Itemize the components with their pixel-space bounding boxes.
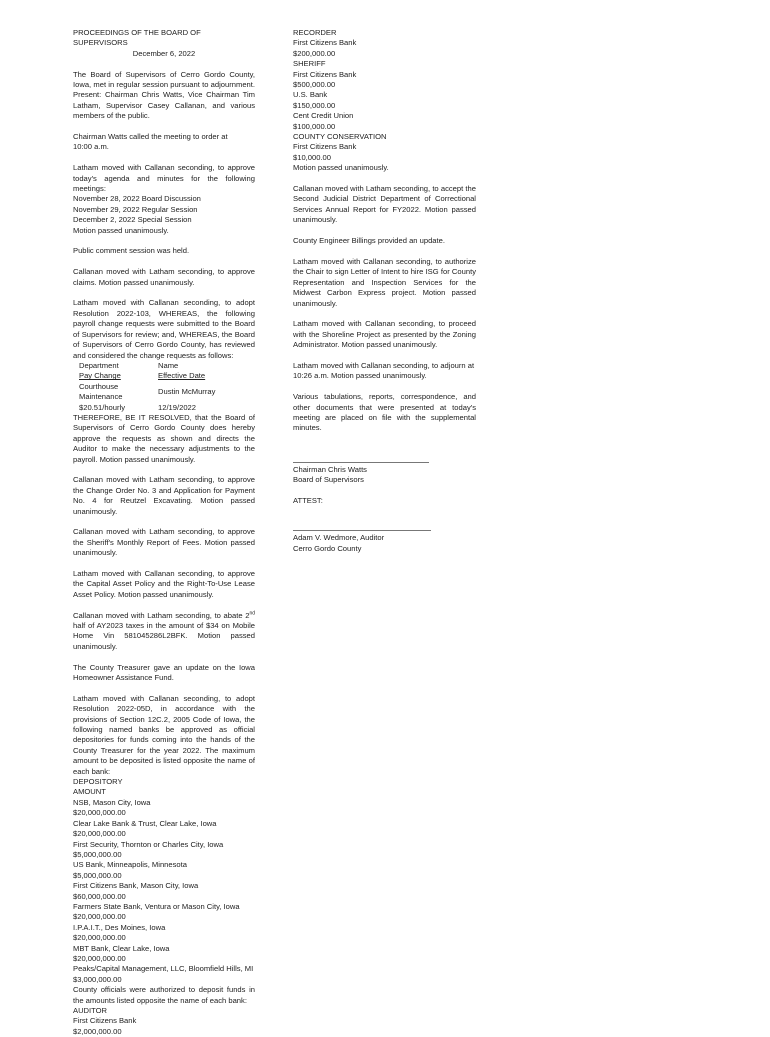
document-title: PROCEEDINGS OF THE BOARD OF SUPERVISORS — [73, 28, 201, 48]
shoreline-paragraph: Latham moved with Callanan seconding, to proceed with the Shoreline Project as presented by the Zoning Administrator. Motion passed unanimously. — [293, 319, 476, 350]
document-date: December 6, 2022 — [132, 48, 196, 58]
depository-line: $60,000,000.00 — [73, 891, 126, 901]
official-deposit-line: $200,000.00 — [293, 48, 336, 58]
depository-line: $20,000,000.00 — [73, 808, 126, 818]
right-column — [293, 28, 476, 554]
text-line: Latham moved with Callanan seconding, to adjourn at — [293, 360, 475, 370]
meeting-line: November 29, 2022 Regular Session — [73, 204, 198, 214]
superscript: nd — [249, 610, 255, 617]
official-deposit-line: First Citizens Bank — [293, 69, 357, 79]
supplemental-paragraph: Various tabulations, reports, correspondence, and other documents that were presented at today's meeting are placed on file with the supplemental minutes. — [293, 392, 476, 433]
official-deposit-line: $100,000.00 — [293, 121, 336, 131]
attest-label: ATTEST: — [293, 495, 323, 505]
depository-line: First Citizens Bank, Mason City, Iowa — [73, 881, 199, 891]
text-span: Callanan moved with Latham seconding, to abate 2 — [73, 610, 250, 620]
text-line: 10:26 a.m. Motion passed unanimously. — [293, 371, 427, 381]
table-header: Name — [158, 360, 179, 370]
tax-abatement-paragraph — [73, 611, 255, 653]
official-deposit-line: COUNTY CONSERVATION — [293, 132, 387, 142]
official-deposit-line: Cent Credit Union — [293, 111, 354, 121]
claims-paragraph: Callanan moved with Latham seconding, to approve claims. Motion passed unanimously. — [73, 267, 255, 287]
depository-line: MBT Bank, Clear Lake, Iowa — [73, 943, 170, 953]
depository-line: AMOUNT — [73, 787, 106, 797]
change-order-paragraph: Callanan moved with Latham seconding, to approve the Change Order No. 3 and Application for Payment No. 4 for Reutzel Excavating. Motion passed unanimously. — [73, 475, 255, 516]
official-deposit-line: First Citizens Bank — [293, 38, 357, 48]
table-cell-department: Courthouse Maintenance — [79, 381, 123, 402]
official-deposit-line: SHERIFF — [293, 59, 326, 69]
depository-line: DEPOSITORY — [73, 777, 123, 787]
text-line: Chairman Watts called the meeting to order at — [73, 132, 228, 142]
corrections-report-paragraph: Callanan moved with Latham seconding, to accept the Second Judicial District Department of Correctional Services Annual Report for FY2022. Motion passed unanimously. — [293, 184, 476, 225]
chair-title: Board of Supervisors — [293, 475, 364, 485]
depository-line: $3,000,000.00 — [73, 974, 122, 984]
meeting-line: December 2, 2022 Special Session — [73, 215, 192, 225]
public-comment-paragraph: Public comment session was held. — [73, 246, 190, 256]
asset-policy-paragraph: Latham moved with Callanan seconding, to approve the Capital Asset Policy and the Right-To-Use Lease Asset Policy. Motion passed unanimously. — [73, 568, 255, 599]
sheriff-fees-paragraph: Callanan moved with Latham seconding, to approve the Sheriff's Monthly Report of Fees. Motion passed unanimously. — [73, 527, 255, 558]
depository-line: Peaks/Capital Management, LLC, Bloomfield Hills, MI — [73, 964, 254, 974]
text-line: First Citizens Bank — [73, 1016, 137, 1026]
left-column — [73, 28, 255, 1037]
meeting-line: November 28, 2022 Board Discussion — [73, 194, 201, 204]
isg-letter-paragraph: Latham moved with Callanan seconding, to authorize the Chair to sign Letter of Intent to hire ISG for County Representation and Inspection Services for the Midwest Carbon Express project. Motion passed unanimously. — [293, 256, 476, 308]
payroll-resolution-paragraph: Latham moved with Callanan seconding, to adopt Resolution 2022-103, WHEREAS, the following payroll change requests were submitted to the Board of Supervisors for review; and, WHEREAS, the Board of Supervisors of Cerro Gordo County, has reviewed and considered the change requests as follows: — [73, 298, 255, 360]
official-deposit-line: Motion passed unanimously. — [293, 163, 389, 173]
chair-name: Chairman Chris Watts — [293, 464, 367, 474]
official-deposit-line: RECORDER — [293, 28, 337, 37]
official-deposit-line: $500,000.00 — [293, 80, 336, 90]
signature-line — [293, 530, 431, 531]
official-deposit-line: First Citizens Bank — [293, 142, 357, 152]
depository-list — [73, 777, 255, 985]
depository-line: $20,000,000.00 — [73, 953, 126, 963]
depository-line: Farmers State Bank, Ventura or Mason City, Iowa — [73, 901, 240, 911]
text-line: $2,000,000.00 — [73, 1026, 122, 1036]
depository-line: $5,000,000.00 — [73, 849, 122, 859]
adjourn-paragraph — [293, 361, 476, 382]
depository-line: $20,000,000.00 — [73, 933, 126, 943]
table-cell-date: 12/19/2022 — [158, 402, 197, 412]
table-cell-name: Dustin McMurray — [158, 386, 216, 396]
table-header: Department — [79, 360, 119, 370]
auditor-county: Cerro Gordo County — [293, 543, 362, 553]
payroll-resolved-paragraph: THEREFORE, BE IT RESOLVED, that the Board of Supervisors of Cerro Gordo County does hereby approve the requests as shown and directs the Auditor to make the necessary adjustments to the payroll. Motion passed unanimously. — [73, 412, 255, 464]
depository-line: $20,000,000.00 — [73, 829, 126, 839]
table-cell-pay: $20.51/hourly — [79, 402, 126, 412]
depository-line: US Bank, Minneapolis, Minnesota — [73, 860, 187, 870]
depository-line: $20,000,000.00 — [73, 912, 126, 922]
text-span: half of AY2023 taxes in the amount of $34 on Mobile Home Vin 581045286L2BFK. Motion passed unanimously. — [73, 621, 255, 651]
depository-line: Clear Lake Bank & Trust, Clear Lake, Iowa — [73, 818, 217, 828]
table-header: Effective Date — [158, 371, 206, 381]
depository-line: First Security, Thornton or Charles City, Iowa — [73, 839, 224, 849]
official-deposit-line: U.S. Bank — [293, 90, 328, 100]
text-line: 10:00 a.m. — [73, 142, 109, 152]
officials-deposit-list — [293, 28, 476, 174]
depository-resolution-paragraph: Latham moved with Callanan seconding, to adopt Resolution 2022-05D, in accordance with the provisions of Section 12C.2, 2005 Code of Iowa, the following named banks be approved as official depositories for funds coming into the hands of the County Treasurer for the year 2022. The maximum amount to be deposited is listed opposite the name of each bank: — [73, 693, 255, 776]
official-deposit-line: $10,000.00 — [293, 152, 332, 162]
table-header: Pay Change — [79, 371, 121, 381]
engineer-update-paragraph: County Engineer Billings provided an update. — [293, 236, 445, 246]
treasurer-update-paragraph: The County Treasurer gave an update on the Iowa Homeowner Assistance Fund. — [73, 662, 255, 683]
text-line: AUDITOR — [73, 1006, 108, 1015]
auditor-deposit — [73, 1006, 255, 1037]
depository-line: NSB, Mason City, Iowa — [73, 797, 151, 807]
attendance-paragraph: The Board of Supervisors of Cerro Gordo County, Iowa, met in regular session pursuant to adjournment. Present: Chairman Chris Watts, Vice Chairman Tim Latham, Supervisor Casey Callanan, and various members of the public. — [73, 69, 255, 121]
payroll-change-table — [73, 361, 255, 413]
signature-line — [293, 462, 429, 463]
official-deposit-line: $150,000.00 — [293, 100, 336, 110]
depository-line: I.P.A.I.T., Des Moines, Iowa — [73, 922, 166, 932]
officials-authorization-paragraph: County officials were authorized to deposit funds in the amounts listed opposite the name of each bank: — [73, 985, 255, 1005]
depository-line: $5,000,000.00 — [73, 870, 122, 880]
motion-line: Motion passed unanimously. — [73, 225, 169, 235]
auditor-name: Adam V. Wedmore, Auditor — [293, 533, 385, 543]
agenda-intro: Latham moved with Callanan seconding, to approve today's agenda and minutes for the following meetings: — [73, 163, 255, 194]
agenda-paragraph — [73, 163, 255, 236]
